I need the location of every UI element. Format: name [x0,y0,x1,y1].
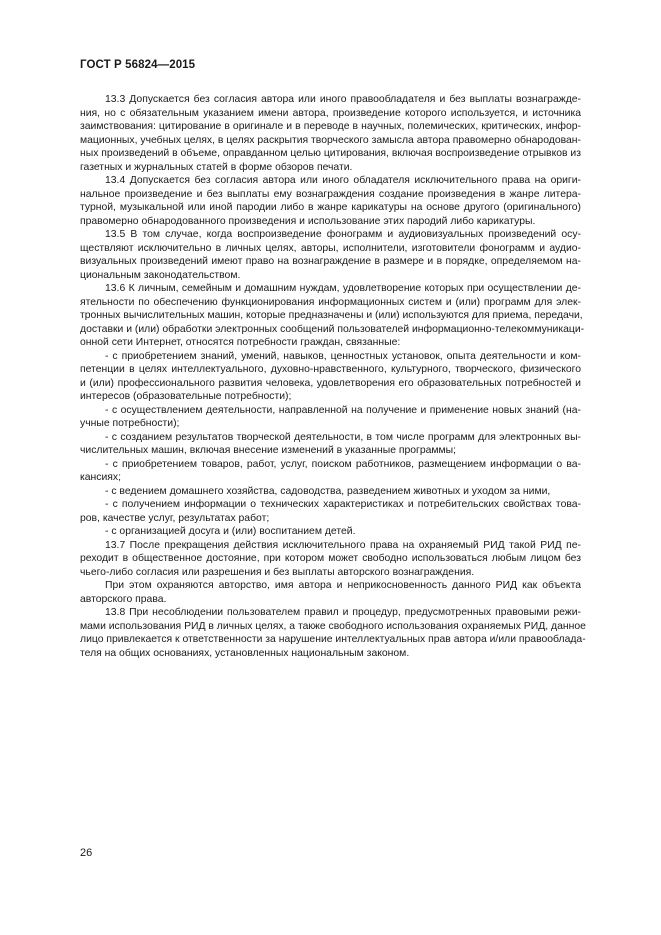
text-line: теля на общих основаниях, установленных национальным законом. [80,647,410,659]
text-line: чьего-либо согласия или разрешения и без выплаты авторского вознаграждения. [80,566,475,578]
text-line: ществляют исключительно в личных целях, авторы, исполнители, изготовители фонограмм и аудио- [80,242,581,254]
text-line: заимствования: цитирование в оригинале и в переводе в научных, полемических, критических, инфор- [80,121,581,132]
text-line: онной сети Интернет, относятся потребности граждан, связанные: [80,337,401,348]
text-line: ния, но с обязательным указанием имени автора, произведение которого используется, и источника [80,107,581,119]
text-line: 13.7 После прекращения действия исключительного права на охраняемый РИД такой РИД пе- [105,539,581,551]
text-line: визуальных произведений имеют право на вознаграждение в размере и в порядке, определяемом на- [80,256,581,267]
text-line: - с приобретением товаров, работ, услуг, поиском работников, размещением информации о ва- [105,458,581,470]
text-line: интересов (образовательные потребности); [80,391,292,402]
page-number: 26 [80,847,93,859]
text-line: При этом охраняются авторство, имя автора и неприкосновенность данного РИД как объекта [105,580,581,591]
text-line: петенции в целях интеллектуального, духовно-нравственного, культурного, творческого, физического [80,364,581,375]
text-line: и (или) профессионального развития человека, удовлетворения его образовательных потребностей и [80,377,581,389]
text-line: доставки и (или) обработки электронных сообщений пользователей информационно-телекоммуникаци- [80,323,585,335]
text-line: 13.5 В том случае, когда воспроизведение фонограмм и аудиовизуальных произведений осу- [105,229,581,240]
text-line: ных произведений в объеме, оправданном целью цитирования, включая воспроизведение отрывков из [80,148,581,159]
text-line: мационных, учебных целях, в целях раскрытия творческого замысла автора правомерно обнародован- [80,134,581,146]
text-line: правомерно обнародованного произведения и использование этих пародий либо карикатуры. [80,215,536,227]
text-line: - с созданием результатов творческой деятельности, в том числе программ для электронных вы- [105,431,581,443]
text-line: реходит в общественное достояние, при котором может свободно использоваться любым лицом без [80,553,581,564]
document-header: ГОСТ Р 56824—2015 [80,59,196,71]
text-line: циональным законодательством. [80,269,241,281]
text-line: кансиях; [80,472,121,483]
text-line: числительных машин, включая внесение изменений в указанные программы; [80,445,457,456]
text-line: турной, музыкальной или иной пародии либо в жанре карикатуры на основе другого (оригинального) [80,202,581,213]
text-line: 13.8 При несоблюдении пользователем правил и процедур, предусмотренных правовыми режи- [105,607,581,618]
text-line: - с ведением домашнего хозяйства, садоводства, разведением животных и уходом за ними, [105,485,551,497]
text-line: мами использования РИД в личных целях, а также свободного использования охраняемых РИД, данное [80,620,586,632]
text-line: 13.6 К личным, семейным и домашним нуждам, удовлетворение которых при осуществлении де- [105,283,581,294]
text-line: нальное произведение и без выплаты ему вознаграждения создание произведения в жанре литера- [80,188,581,200]
text-line: газетных и журнальных статей в форме обзоров печати. [80,161,353,173]
text-line: ров, качестве услуг, результатах работ; [80,512,270,524]
text-line: учные потребности); [80,418,180,429]
text-line: авторского права. [80,593,167,605]
text-line: 13.4 Допускается без согласия автора или иного обладателя исключительного права на ориги- [105,175,581,186]
text-line: лицо привлекается к ответственности за нарушение интеллектуальных прав автора и/или правооблада- [80,634,586,645]
text-line: ятельности по обеспечению функционирования информационных систем и (или) программ для элек- [80,296,581,308]
text-line: - с приобретением знаний, умений, навыков, ценностных установок, опыта деятельности и ком- [105,350,581,362]
text-line: тронных вычислительных машин, которые предназначены и (или) используются для приема, передачи, [80,310,583,321]
text-line: - с осуществлением деятельности, направленной на получение и применение новых знаний (на- [105,404,581,416]
document-body [80,93,586,660]
text-line: - с организацией досуга и (или) воспитанием детей. [105,526,356,537]
text-line: 13.3 Допускается без согласия автора или иного правообладателя и без выплаты вознагражде- [105,94,581,105]
text-line: - с получением информации о технических характеристиках и потребительских свойствах това- [105,499,581,510]
